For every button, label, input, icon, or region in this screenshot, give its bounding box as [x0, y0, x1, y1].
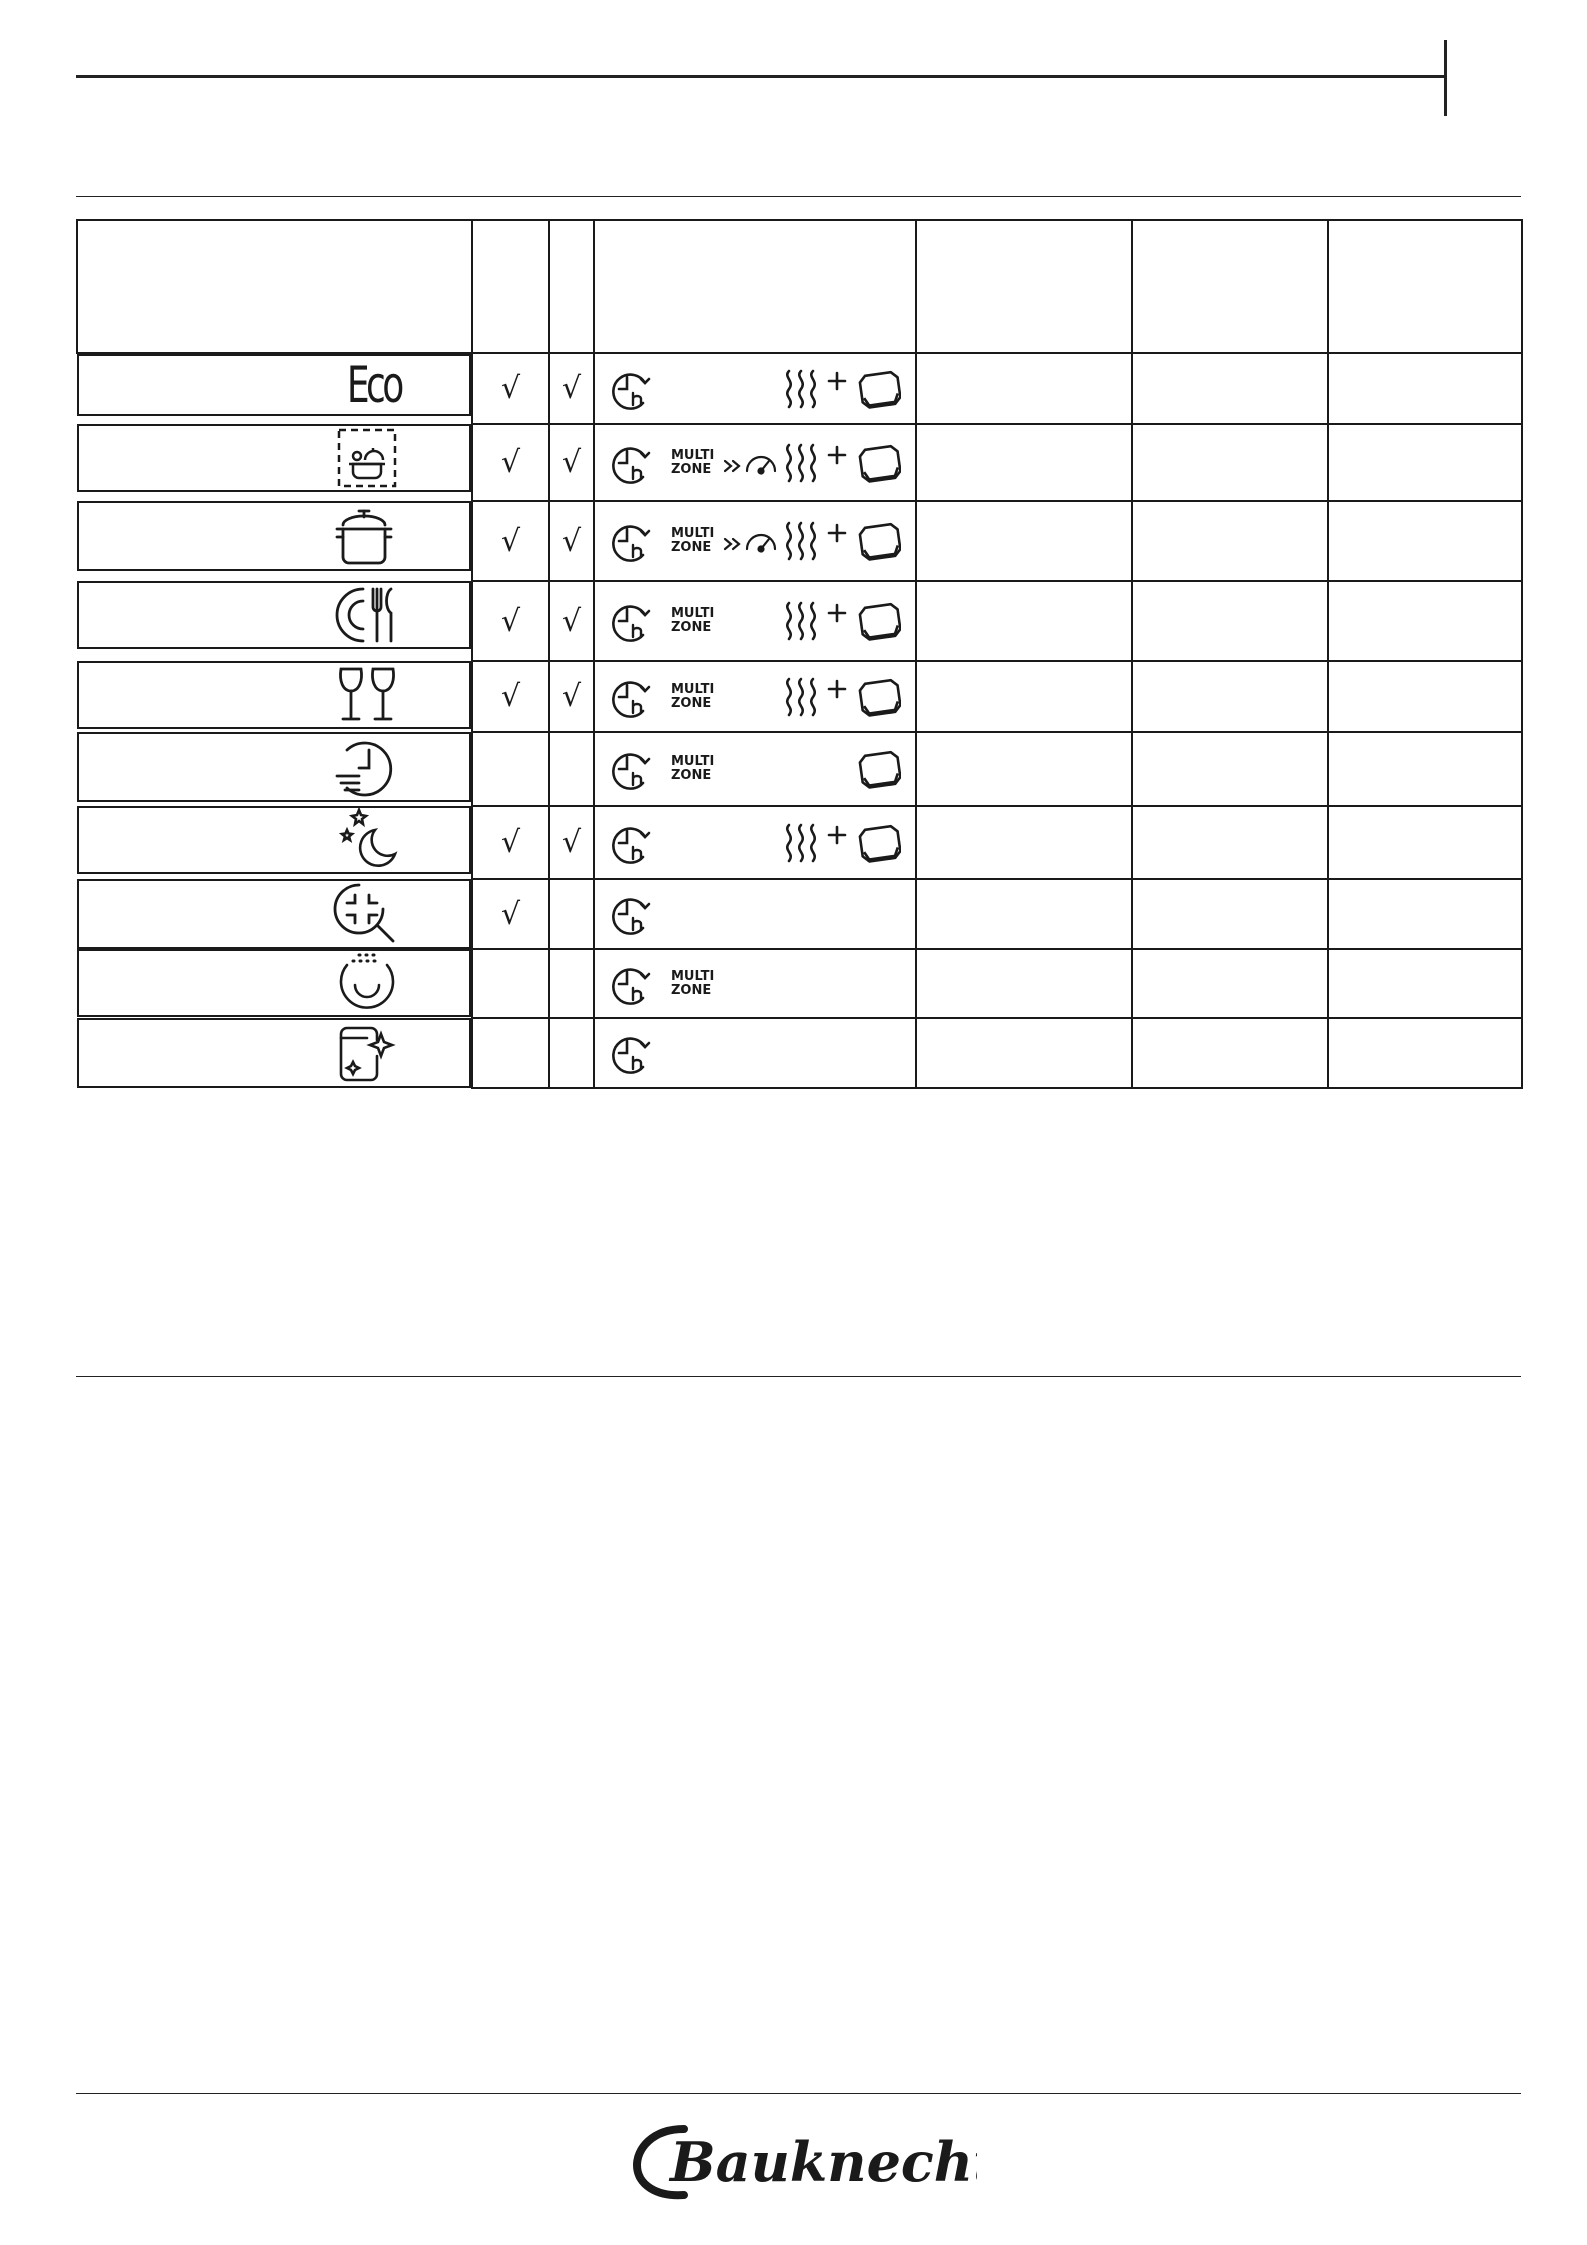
options-cell	[594, 879, 916, 949]
multizone-label	[671, 683, 714, 711]
check-cell-2: √	[549, 806, 594, 879]
check-cell-2: √	[549, 581, 594, 661]
value-cell-6	[1132, 501, 1328, 581]
table-header-row	[77, 220, 1522, 353]
table-row	[77, 806, 1522, 879]
multizone-line2: ZONE	[671, 768, 712, 783]
delay-start-icon	[609, 675, 653, 719]
table-row	[77, 732, 1522, 806]
value-cell-5	[916, 581, 1132, 661]
check-cell-2	[549, 732, 594, 806]
delay-start-icon	[609, 892, 653, 936]
section-rule-middle	[76, 1376, 1521, 1377]
table-row	[77, 581, 1522, 661]
header-cell-col5	[916, 220, 1132, 353]
delay-start-icon	[609, 962, 653, 1006]
check-cell-1: √	[472, 581, 549, 661]
header-cell-col3	[549, 220, 594, 353]
options-cell	[594, 1018, 916, 1088]
tablet-icon	[857, 368, 901, 410]
program-icon-cell	[77, 501, 471, 571]
value-cell-6	[1132, 879, 1328, 949]
multizone-label	[671, 527, 714, 555]
check-cell-1: √	[472, 661, 549, 732]
eco-text-icon: Eco	[347, 356, 401, 414]
check-cell-2: √	[549, 353, 594, 424]
pot-icon	[329, 503, 399, 569]
auto-pot-dashed-icon	[335, 426, 399, 490]
drying-plus-icon	[783, 519, 847, 563]
check-cell-1	[472, 732, 549, 806]
program-icon-cell	[77, 424, 471, 492]
tablet-icon	[857, 442, 901, 484]
value-cell-6	[1132, 1018, 1328, 1088]
value-cell-7	[1328, 949, 1522, 1018]
delay-start-icon	[609, 519, 653, 563]
multizone-label	[671, 607, 714, 635]
speed-icon	[723, 449, 779, 477]
table-row	[77, 661, 1522, 732]
value-cell-7	[1328, 581, 1522, 661]
tablet-icon	[857, 822, 901, 864]
multizone-line1: MULTI	[671, 447, 715, 463]
program-icon-cell	[77, 581, 471, 649]
wine-glasses-icon	[335, 663, 399, 727]
plate-cutlery-icon	[335, 583, 399, 647]
section-rule-bottom	[76, 2093, 1521, 2094]
program-icon-cell	[77, 806, 471, 874]
value-cell-6	[1132, 661, 1328, 732]
table-row	[77, 879, 1522, 949]
value-cell-5	[916, 949, 1132, 1018]
value-cell-7	[1328, 353, 1522, 424]
delay-start-icon	[609, 367, 653, 411]
value-cell-5	[916, 353, 1132, 424]
value-cell-5	[916, 501, 1132, 581]
table-row	[77, 949, 1522, 1018]
check-cell-2: √	[549, 424, 594, 501]
check-cell-1	[472, 1018, 549, 1088]
check-cell-2: √	[549, 501, 594, 581]
delay-start-icon	[609, 747, 653, 791]
magnifier-scan-icon	[333, 881, 399, 947]
multizone-line2: ZONE	[671, 695, 712, 711]
header-cell-options	[594, 220, 916, 353]
tablet-icon	[857, 676, 901, 718]
section-rule-top	[76, 196, 1521, 197]
program-icon-cell	[77, 879, 471, 949]
fast-clock-icon	[333, 734, 399, 800]
table-row	[77, 424, 1522, 501]
program-icon-cell	[77, 949, 471, 1017]
multizone-label	[671, 755, 714, 783]
delay-start-icon	[609, 599, 653, 643]
multizone-line2: ZONE	[671, 540, 712, 555]
value-cell-5	[916, 806, 1132, 879]
drying-plus-icon	[783, 441, 847, 485]
value-cell-6	[1132, 353, 1328, 424]
check-cell-2	[549, 879, 594, 949]
header-cell-col6	[1132, 220, 1328, 353]
multizone-line1: MULTI	[671, 526, 715, 541]
options-cell	[594, 661, 916, 732]
check-cell-1: √	[472, 424, 549, 501]
value-cell-7	[1328, 1018, 1522, 1088]
check-cell-2: √	[549, 661, 594, 732]
value-cell-5	[916, 424, 1132, 501]
value-cell-6	[1132, 424, 1328, 501]
value-cell-7	[1328, 732, 1522, 806]
brand-logo	[632, 2115, 977, 2205]
multizone-line2: ZONE	[671, 982, 712, 998]
check-cell-1: √	[472, 806, 549, 879]
value-cell-6	[1132, 732, 1328, 806]
multizone-line1: MULTI	[671, 681, 715, 697]
multizone-line1: MULTI	[671, 606, 715, 621]
table-row	[77, 353, 1522, 424]
program-icon-cell	[77, 354, 471, 416]
multizone-line2: ZONE	[671, 620, 712, 635]
drying-plus-icon	[783, 821, 847, 865]
options-cell	[594, 353, 916, 424]
check-cell-1: √	[472, 501, 549, 581]
top-rule	[76, 75, 1446, 78]
options-cell	[594, 949, 916, 1018]
check-cell-2	[549, 949, 594, 1018]
multizone-line1: MULTI	[671, 754, 715, 769]
value-cell-6	[1132, 949, 1328, 1018]
value-cell-5	[916, 661, 1132, 732]
multizone-label	[671, 449, 714, 477]
value-cell-7	[1328, 424, 1522, 501]
multizone-line1: MULTI	[671, 968, 715, 984]
value-cell-5	[916, 732, 1132, 806]
header-cell-col2	[472, 220, 549, 353]
options-cell	[594, 806, 916, 879]
value-cell-7	[1328, 501, 1522, 581]
header-cell-program	[77, 220, 472, 353]
drying-plus-icon	[783, 675, 847, 719]
delay-start-icon	[609, 441, 653, 485]
program-icon-cell	[77, 732, 471, 802]
program-icon-cell	[77, 661, 471, 729]
header-cell-col7	[1328, 220, 1522, 353]
prewash-icon	[335, 951, 399, 1015]
tablet-icon	[857, 600, 901, 642]
value-cell-7	[1328, 806, 1522, 879]
value-cell-6	[1132, 581, 1328, 661]
top-rule-tick	[1444, 40, 1447, 116]
check-cell-2	[549, 1018, 594, 1088]
check-cell-1: √	[472, 879, 549, 949]
tablet-icon	[857, 748, 901, 790]
drying-plus-icon	[783, 367, 847, 411]
options-cell	[594, 501, 916, 581]
drying-plus-icon	[783, 599, 847, 643]
table-row	[77, 501, 1522, 581]
value-cell-5	[916, 1018, 1132, 1088]
delay-start-icon	[609, 1031, 653, 1075]
value-cell-7	[1328, 879, 1522, 949]
speed-icon	[723, 527, 779, 555]
delay-start-icon	[609, 821, 653, 865]
moon-stars-icon	[335, 808, 399, 872]
table-row	[77, 1018, 1522, 1088]
value-cell-6	[1132, 806, 1328, 879]
multizone-line2: ZONE	[671, 461, 712, 477]
options-cell	[594, 732, 916, 806]
brand-name: Bauknecht	[670, 2130, 977, 2194]
program-table	[76, 219, 1523, 1089]
check-cell-1: √	[472, 353, 549, 424]
program-icon-cell	[77, 1018, 471, 1088]
options-cell	[594, 424, 916, 501]
value-cell-5	[916, 879, 1132, 949]
machine-sparkle-icon	[333, 1020, 399, 1086]
options-cell	[594, 581, 916, 661]
tablet-icon	[857, 520, 901, 562]
multizone-label	[671, 970, 714, 998]
check-cell-1	[472, 949, 549, 1018]
value-cell-7	[1328, 661, 1522, 732]
